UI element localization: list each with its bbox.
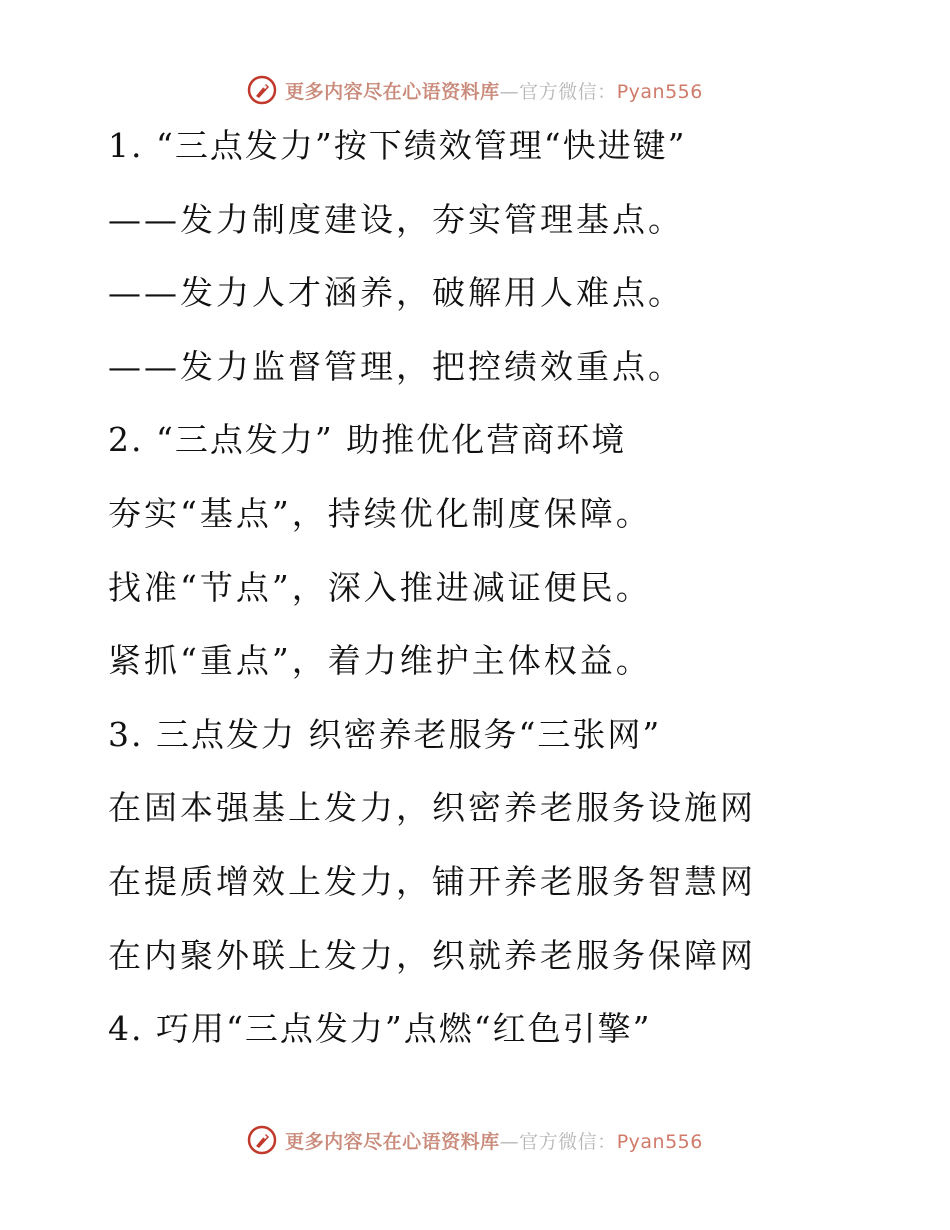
pen-nib-logo-icon	[247, 75, 277, 105]
bullet-line: 在内聚外联上发力，织就养老服务保障网	[108, 935, 756, 975]
section-heading-3: 3. 三点发力 织密养老服务“三张网”	[108, 714, 662, 754]
document-body	[108, 118, 908, 1075]
bullet-line: 夯实“基点”，持续优化制度保障。	[108, 493, 652, 533]
bullet-line: 在提质增效上发力，铺开养老服务智慧网	[108, 861, 756, 901]
section-heading-4: 4. 巧用“三点发力”点燃“红色引擎”	[108, 1009, 652, 1049]
bullet-line: ——发力制度建设，夯实管理基点。	[108, 199, 684, 239]
section-heading-1: 1. “三点发力”按下绩效管理“快进键”	[108, 126, 687, 165]
header-watermark	[0, 70, 950, 110]
bullet-line: 在固本强基上发力，织密养老服务设施网	[108, 788, 756, 828]
watermark-text: 更多内容尽在心语资料库—官方微信：Pyan556	[285, 1130, 703, 1153]
section-heading-2: 2. “三点发力” 助推优化营商环境	[108, 420, 627, 460]
watermark-text: 更多内容尽在心语资料库—官方微信：Pyan556	[285, 80, 703, 103]
bullet-line: 找准“节点”，深入推进减证便民。	[108, 567, 652, 607]
bullet-line: 紧抓“重点”，着力维护主体权益。	[108, 641, 652, 681]
footer-watermark	[0, 1120, 950, 1160]
bullet-line: ——发力人才涵养，破解用人难点。	[108, 273, 684, 313]
pen-nib-logo-icon	[247, 1125, 277, 1155]
bullet-line: ——发力监督管理，把控绩效重点。	[108, 346, 684, 386]
